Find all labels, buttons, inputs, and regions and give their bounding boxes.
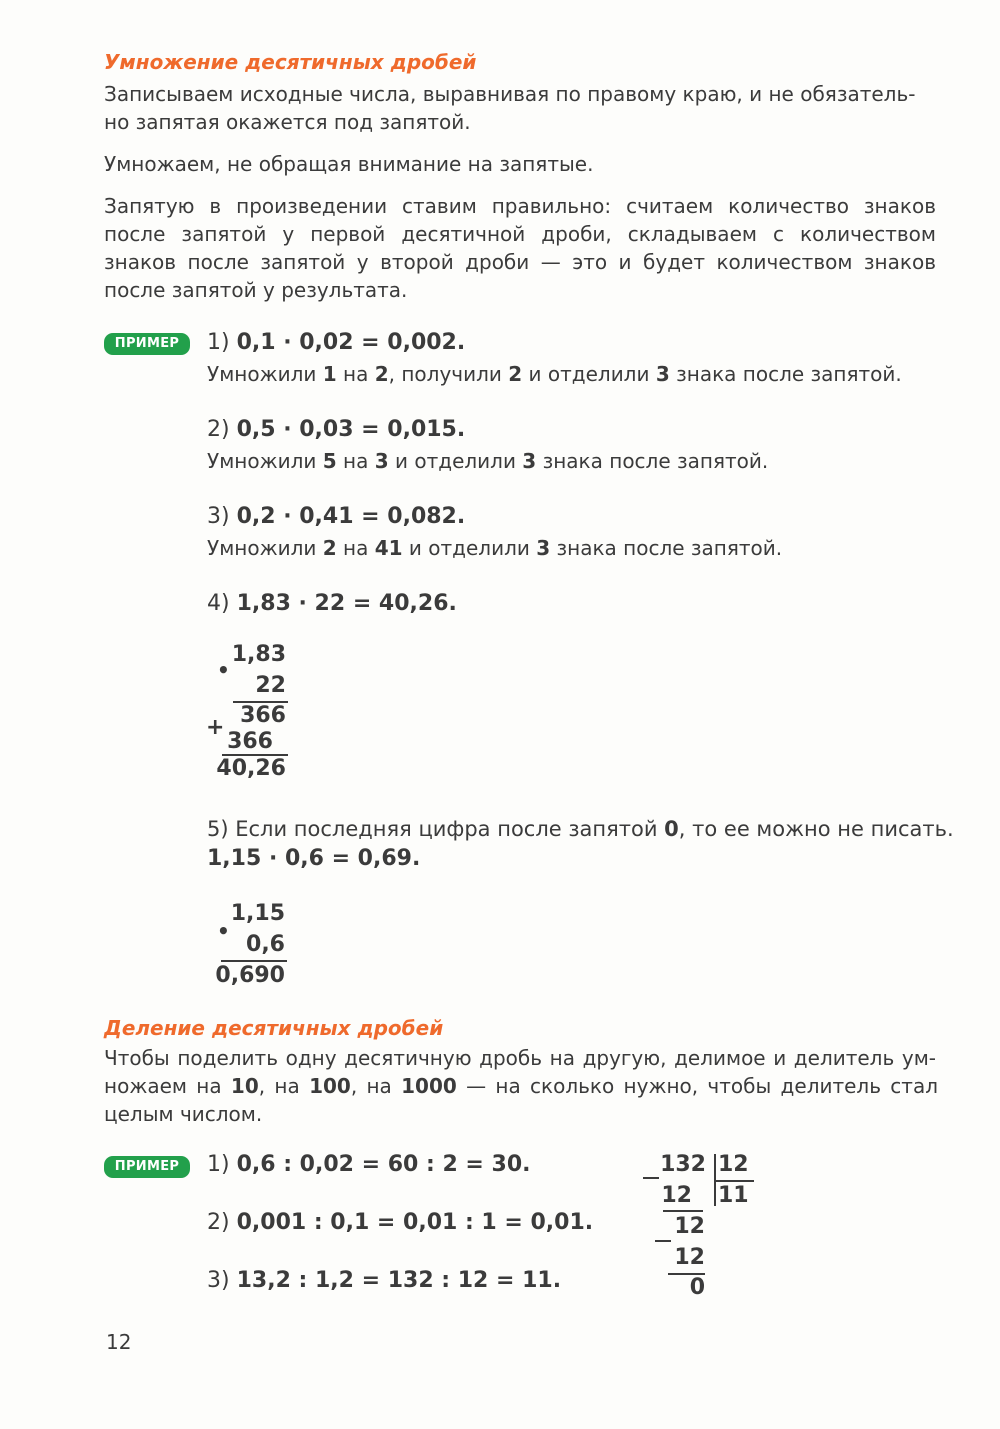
column-row: 1,83 [231, 642, 286, 667]
example-equation: 0,5 · 0,03 = 0,015. [236, 417, 466, 442]
para-text: , на [258, 1074, 310, 1098]
note-bold: 2 [322, 536, 337, 560]
section-title-division: Деление десятичных дробей [104, 1016, 444, 1040]
example-number: 2) [207, 417, 230, 442]
note-bold: 5 [322, 449, 337, 473]
example-equation-line [207, 328, 465, 358]
note-bold: 0 [664, 817, 679, 841]
note-text: Если последняя цифра после запятой [228, 817, 665, 841]
example-equation: 0,2 · 0,41 = 0,082. [236, 504, 466, 529]
note-bold: 41 [374, 536, 403, 560]
para-text: , на [350, 1074, 402, 1098]
example-note [207, 360, 902, 388]
subtrahend-2: 12 [674, 1245, 705, 1270]
note-bold: 3 [522, 449, 537, 473]
note-text: Умножили [207, 362, 323, 386]
example-badge: ПРИМЕР [104, 1156, 190, 1178]
example-equation-line [207, 1150, 530, 1180]
example-equation-line [207, 502, 465, 532]
note-bold: 2 [374, 362, 389, 386]
divisor: 12 [718, 1152, 749, 1177]
times-sign: • [217, 919, 230, 943]
para-bold: 10 [230, 1074, 259, 1098]
remainder-1: 12 [674, 1214, 705, 1239]
note-text: на [336, 449, 375, 473]
plus-sign: + [206, 715, 225, 740]
example-equation: 0,1 · 0,02 = 0,002. [236, 330, 466, 355]
example-equation-line [207, 1266, 561, 1296]
dividend: 132 [660, 1152, 706, 1177]
column-row: 0,6 [246, 932, 285, 957]
note-text: знака после запятой. [669, 362, 902, 386]
paragraph-line: Чтобы поделить одну десятичную дробь на другую, делимое и делитель ум- [104, 1046, 936, 1070]
note-text: на [336, 362, 375, 386]
paragraph: Умножаем, не обращая внимание на запятые. [104, 152, 594, 176]
column-row: 22 [255, 673, 286, 698]
example-equation-line [207, 1208, 593, 1238]
column-row: 1,15 [230, 901, 285, 926]
example-number: 1) [207, 330, 230, 355]
times-sign: • [217, 658, 230, 682]
note-bold: 3 [655, 362, 670, 386]
example-number: 5) [207, 817, 229, 841]
paragraph-line-bold [104, 1072, 938, 1100]
para-bold: 1000 [401, 1074, 457, 1098]
note-text: и отделили [522, 362, 656, 386]
para-text: ножаем на [104, 1074, 231, 1098]
column-row: 366 [240, 703, 286, 728]
example-equation-line [207, 589, 457, 619]
paragraph-line: целым числом. [104, 1102, 263, 1126]
note-text: знака после запятой. [550, 536, 783, 560]
paragraph-line: Записываем исходные числа, выравнивая по правому краю, и не обязатель- [104, 82, 916, 106]
note-text: на [336, 536, 375, 560]
column-row: 0,690 [215, 963, 285, 988]
example-number: 1) [207, 1152, 230, 1177]
example-number: 4) [207, 591, 230, 616]
section-title-multiplication: Умножение десятичных дробей [104, 50, 477, 74]
note-text: и отделили [388, 449, 523, 473]
note-bold: 3 [536, 536, 551, 560]
example-equation: 1,83 · 22 = 40,26. [236, 591, 457, 616]
example-equation: 0,6 : 0,02 = 60 : 2 = 30. [236, 1152, 531, 1177]
example-note [207, 447, 768, 475]
column-row: 366 [227, 729, 273, 754]
column-row: 40,26 [216, 756, 286, 781]
example-badge: ПРИМЕР [104, 333, 190, 355]
example-number: 3) [207, 504, 230, 529]
note-bold: 3 [374, 449, 389, 473]
note-bold: 2 [508, 362, 523, 386]
note-text: Умножили [207, 449, 323, 473]
example-number: 2) [207, 1210, 230, 1235]
example-number: 3) [207, 1268, 230, 1293]
para-bold: 100 [309, 1074, 351, 1098]
example-equation: 1,15 · 0,6 = 0,69. [207, 846, 421, 871]
quotient: 11 [718, 1183, 749, 1208]
example-equation: 13,2 : 1,2 = 132 : 12 = 11. [236, 1268, 562, 1293]
example-5-text [207, 815, 954, 843]
example-equation: 0,001 : 0,1 = 0,01 : 1 = 0,01. [236, 1210, 594, 1235]
note-text: , то ее можно не писать. [678, 817, 954, 841]
note-text: и отделили [402, 536, 537, 560]
note-text: , получили [388, 362, 509, 386]
minus-sign [643, 1177, 659, 1179]
example-equation-line [207, 415, 465, 445]
remainder-final: 0 [689, 1275, 705, 1300]
page-number: 12 [106, 1330, 132, 1354]
paragraph-line: но запятая окажется под запятой. [104, 110, 471, 134]
note-bold: 1 [322, 362, 337, 386]
example-note [207, 534, 782, 562]
note-text: Умножили [207, 536, 323, 560]
note-text: знака после запятой. [536, 449, 769, 473]
subtrahend-1: 12 [661, 1183, 692, 1208]
para-text: — на сколько нужно, чтобы делитель стал [456, 1074, 938, 1098]
paragraph: Запятую в произведении ставим правильно: считаем количество знаков после запятой у первой десятичной дроби, складываем с количеством знаков после запятой у второй дроби — это и будет количеством знаков после запятой у результата. [104, 194, 936, 302]
minus-sign [655, 1240, 671, 1242]
